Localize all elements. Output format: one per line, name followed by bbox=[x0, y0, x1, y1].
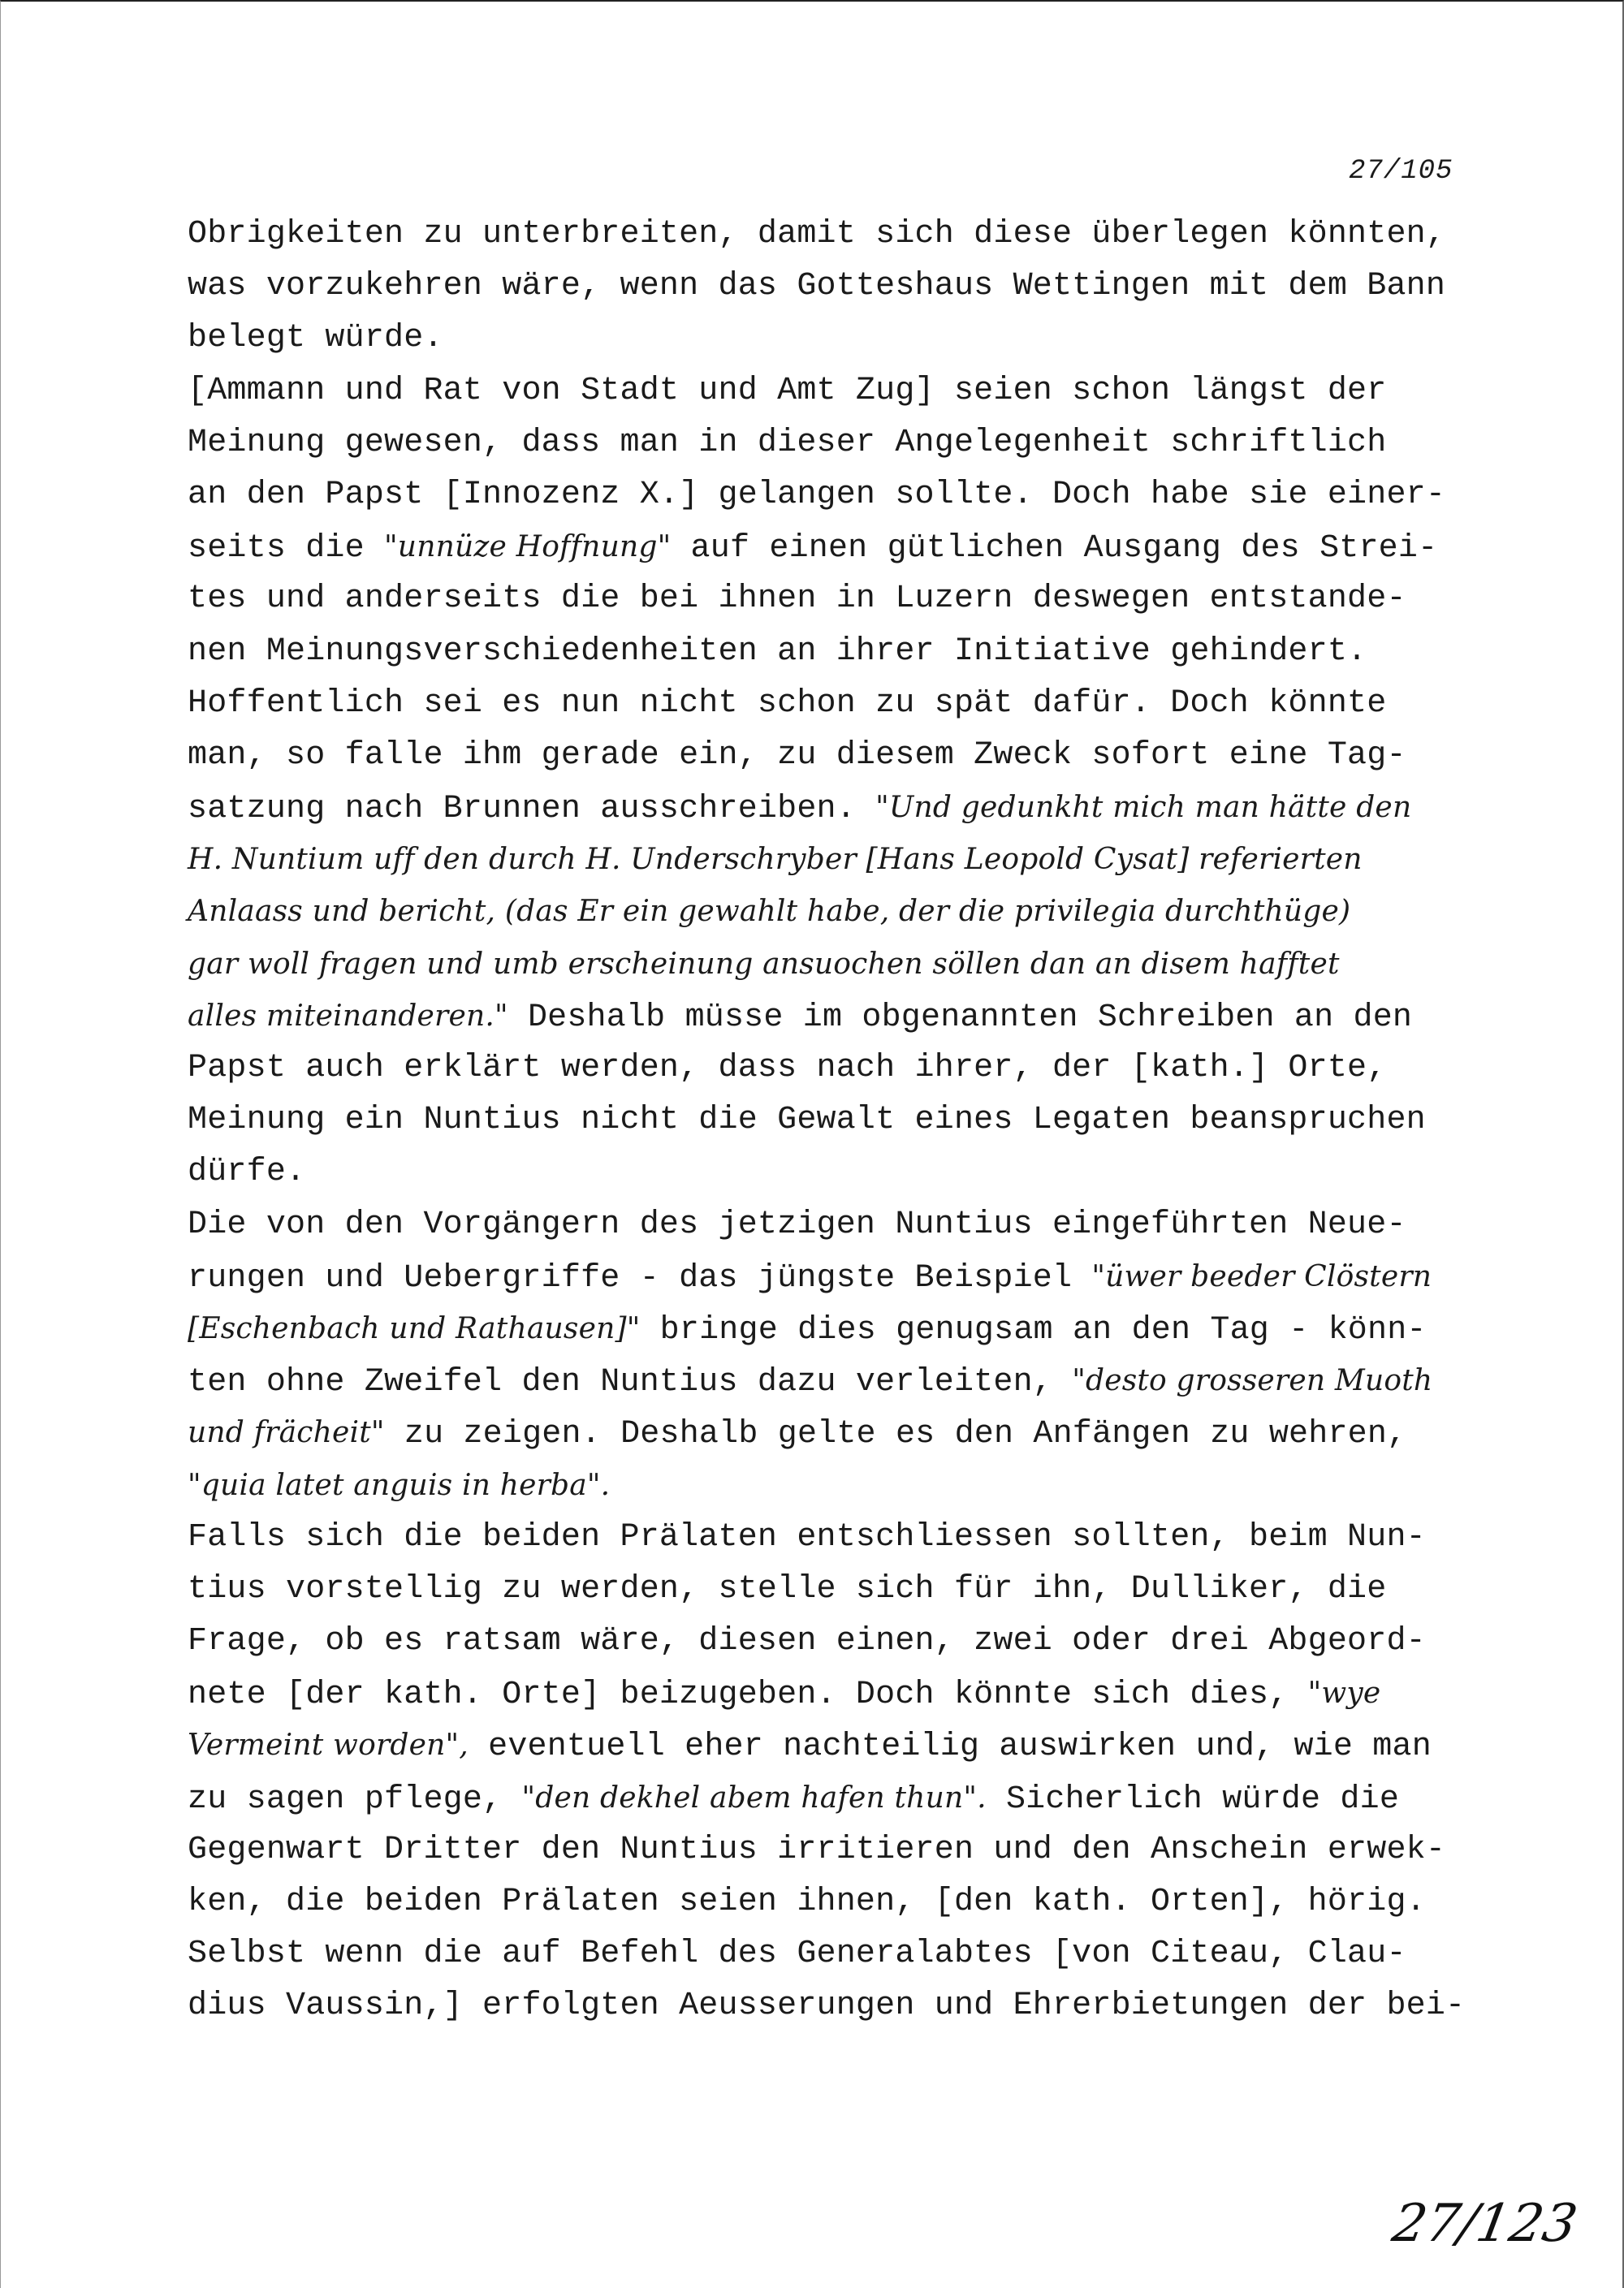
scan-artifact bbox=[894, 2, 1381, 10]
text-segment: tius vorstellig zu werden, stelle sich für ihn, Dulliker, die bbox=[188, 1570, 1387, 1608]
body-text bbox=[188, 209, 1466, 2033]
text-segment: bringe dies genugsam an den Tag - könn- bbox=[640, 1311, 1427, 1349]
text-segment: tes und anderseits die bei ihnen in Luzern deswegen entstande- bbox=[188, 581, 1406, 618]
text-line bbox=[188, 1199, 1454, 1251]
text-line bbox=[188, 678, 1454, 730]
text-segment: an den Papst [Innozenz X.] gelangen sollte. Doch habe sie einer- bbox=[188, 476, 1446, 513]
quoted-text: Anlaass und bericht, (das Er ein gewahlt habe, der die privilegia durchthüge) bbox=[188, 895, 1351, 929]
text-line bbox=[188, 1928, 1454, 1980]
text-segment: Frage, ob es ratsam wäre, diesen einen, zwei oder drei Abgeord- bbox=[188, 1623, 1426, 1660]
text-line bbox=[188, 1668, 1454, 1720]
text-line bbox=[188, 417, 1454, 469]
text-line bbox=[188, 1512, 1454, 1564]
text-segment: ken, die beiden Prälaten seien ihnen, [den kath. Orten], hörig. bbox=[188, 1884, 1426, 1920]
text-line bbox=[188, 1094, 1454, 1146]
text-segment: satzung nach Brunnen ausschreiben. bbox=[188, 791, 876, 828]
text-segment: rungen und Uebergriffe - das jüngste Beispiel bbox=[188, 1259, 1092, 1297]
text-line bbox=[188, 1460, 1454, 1512]
text-segment: Sicherlich würde die bbox=[986, 1781, 1400, 1818]
text-segment: Obrigkeiten zu unterbreiten, damit sich diese überlegen könnten, bbox=[188, 216, 1446, 253]
text-line bbox=[188, 1564, 1454, 1616]
text-line bbox=[188, 782, 1454, 834]
quoted-text: "den dekhel abem hafen thun". bbox=[521, 1781, 987, 1815]
text-segment: Papst auch erklärt werden, dass nach ihrer, der [kath.] Orte, bbox=[188, 1050, 1387, 1086]
quoted-text: "desto grosseren Muoth bbox=[1072, 1364, 1433, 1398]
quoted-text: alles miteinanderen." bbox=[188, 999, 508, 1033]
quoted-text: "Und gedunkht mich man hätte den bbox=[875, 791, 1412, 825]
text-segment: eventuell eher nachteilig auswirken und, wie man bbox=[468, 1729, 1432, 1766]
text-segment: nete [der kath. Orte] beizugeben. Doch könnte sich dies, bbox=[188, 1677, 1308, 1714]
text-line bbox=[188, 1043, 1454, 1094]
text-line bbox=[188, 626, 1454, 678]
quoted-text: "üwer beeder Clöstern bbox=[1091, 1259, 1432, 1293]
text-line bbox=[188, 573, 1454, 625]
text-segment: [Ammann und Rat von Stadt und Amt Zug] seien schon längst der bbox=[188, 372, 1387, 409]
quoted-text: Vermeint worden", bbox=[188, 1729, 469, 1763]
text-line bbox=[188, 469, 1454, 521]
text-line bbox=[188, 1303, 1454, 1355]
quoted-text: [Eschenbach und Rathausen]" bbox=[188, 1311, 641, 1345]
quoted-text: und frächeit" bbox=[188, 1416, 385, 1450]
text-line bbox=[188, 1355, 1454, 1407]
text-segment: ten ohne Zweifel den Nuntius dazu verleiten, bbox=[188, 1364, 1073, 1401]
text-line bbox=[188, 313, 1454, 365]
text-line bbox=[188, 1876, 1454, 1928]
text-segment: auf einen gütlichen Ausgang des Strei- bbox=[671, 530, 1438, 568]
text-line bbox=[188, 1720, 1454, 1772]
text-line bbox=[188, 1251, 1454, 1303]
text-line bbox=[188, 1772, 1454, 1824]
quoted-text: "unnüze Hoffnung" bbox=[384, 530, 672, 564]
text-line bbox=[188, 939, 1454, 991]
text-segment: Gegenwart Dritter den Nuntius irritieren und den Anschein erwek- bbox=[188, 1831, 1446, 1868]
text-segment: zu sagen pflege, bbox=[188, 1781, 522, 1818]
quoted-text: "quia latet anguis in herba". bbox=[188, 1468, 611, 1502]
text-segment: Die von den Vorgängern des jetzigen Nuntius eingeführten Neue- bbox=[188, 1206, 1406, 1243]
text-line bbox=[188, 521, 1454, 573]
text-line bbox=[188, 886, 1454, 938]
text-line bbox=[188, 1980, 1466, 2032]
text-segment: dius Vaussin,] erfolgten Aeusserungen und Ehrerbietungen der bei- bbox=[188, 1988, 1466, 2025]
text-segment: Meinung gewesen, dass man in dieser Angelegenheit schriftlich bbox=[188, 424, 1387, 461]
text-line bbox=[188, 365, 1454, 417]
text-segment: Falls sich die beiden Prälaten entschliessen sollten, beim Nun- bbox=[188, 1518, 1426, 1556]
text-segment: Deshalb müsse im obgenannten Schreiben an den bbox=[508, 999, 1413, 1036]
handwritten-page-number: 27/123 bbox=[1388, 2194, 1582, 2254]
text-segment: zu zeigen. Deshalb gelte es den Anfängen zu wehren, bbox=[384, 1416, 1407, 1453]
text-segment: dürfe. bbox=[188, 1154, 306, 1191]
page-number: 27/105 bbox=[1349, 156, 1453, 187]
text-segment: Meinung ein Nuntius nicht die Gewalt eines Legaten beanspruchen bbox=[188, 1102, 1426, 1139]
text-line bbox=[188, 834, 1454, 886]
text-segment: belegt würde. bbox=[188, 320, 443, 357]
text-line bbox=[188, 1146, 1454, 1198]
text-line bbox=[188, 1824, 1454, 1876]
text-line bbox=[188, 1407, 1454, 1459]
text-line bbox=[188, 991, 1454, 1043]
quoted-text: "wye bbox=[1307, 1677, 1381, 1711]
quoted-text: H. Nuntium uff den durch H. Underschryber [Hans Leopold Cysat] referierten bbox=[188, 843, 1363, 877]
text-segment: Hoffentlich sei es nun nicht schon zu spät dafür. Doch könnte bbox=[188, 684, 1387, 722]
text-segment: seits die bbox=[188, 530, 385, 568]
quoted-text: gar woll fragen und umb erscheinung ansuochen söllen dan an disem hafftet bbox=[188, 947, 1340, 981]
text-segment: Selbst wenn die auf Befehl des Generalabtes [von Citeau, Clau- bbox=[188, 1936, 1406, 1973]
text-segment: man, so falle ihm gerade ein, zu diesem Zweck sofort eine Tag- bbox=[188, 736, 1406, 774]
text-segment: was vorzukehren wäre, wenn das Gotteshaus Wettingen mit dem Bann bbox=[188, 268, 1446, 305]
text-line bbox=[188, 1616, 1454, 1668]
text-line bbox=[188, 261, 1454, 313]
text-line bbox=[188, 209, 1454, 261]
text-segment: nen Meinungsverschiedenheiten an ihrer Initiative gehindert. bbox=[188, 632, 1367, 670]
text-line bbox=[188, 730, 1454, 782]
